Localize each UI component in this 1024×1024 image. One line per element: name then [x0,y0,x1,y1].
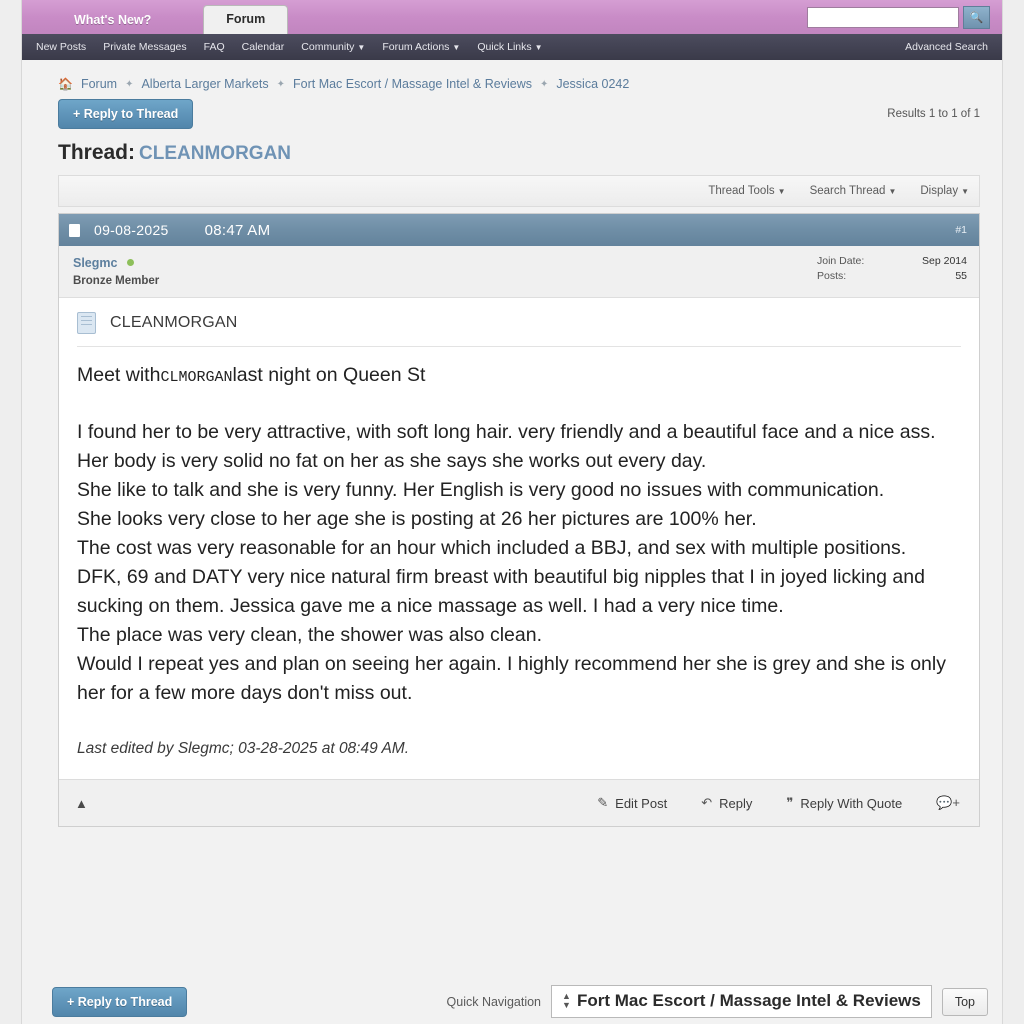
post-paragraph-3: She like to talk and she is very funny. Her English is very good no issues with communication. [77,479,885,501]
stat-join-date-value: Sep 2014 [922,255,967,267]
secondary-navbar [22,34,1002,60]
chevron-down-icon: ▼ [534,43,543,52]
top-button[interactable]: Top [942,988,988,1016]
post-footer [59,779,979,826]
nav-community-label: Community [301,41,355,53]
post-paragraph-8: Would I repeat yes and plan on seeing her again. I highly recommend her she is grey and she is only her for a few more days don't miss out. [77,653,946,704]
tab-forum[interactable]: Forum [203,5,288,34]
post-paragraph-5: The cost was very reasonable for an hour which included a BBJ, and sex with multiple positions. [77,537,907,559]
online-status-icon [127,259,134,266]
quote-icon: ❞ [786,795,794,810]
breadcrumb-item-fort-mac[interactable]: Fort Mac Escort / Massage Intel & Reviews [293,77,532,91]
multiquote-icon: 💬+ [936,795,960,810]
post-subject-row [77,312,961,347]
search-thread-label: Search Thread [809,185,886,197]
nav-new-posts-label: New Posts [36,41,87,53]
search-area [807,6,990,29]
post-paragraph-2: Her body is very solid no fat on her as she says she works out every day. [77,450,707,472]
post-number[interactable]: #1 [955,224,967,236]
reply-to-thread-button-bottom[interactable]: + Reply to Thread [52,987,187,1017]
intro-handle: CLMORGAN [160,369,233,386]
chevron-down-icon: ▼ [888,187,897,196]
author-block [73,254,159,287]
edit-post-button[interactable] [597,795,667,811]
nav-calendar-label: Calendar [241,41,285,53]
author-rank: Bronze Member [73,275,160,287]
thread-name: CLEANMORGAN [139,143,292,164]
reply-with-quote-button[interactable] [786,795,902,811]
reply-button[interactable] [701,795,752,811]
nav-faq[interactable] [204,41,225,53]
quick-navigation-value: Fort Mac Escort / Massage Intel & Reviews [576,991,921,1010]
thread-label: Thread: [58,141,136,164]
chevron-down-icon: ▼ [961,187,969,196]
intro-post: last night on Queen St [232,364,426,386]
search-icon: 🔍 [969,12,984,24]
post-time: 08:47 AM [204,221,271,239]
page-title [36,129,988,171]
post-container [58,213,980,827]
advanced-search-link[interactable]: Advanced Search [905,41,988,53]
nav-community[interactable] [301,41,365,53]
post-message [77,361,961,763]
breadcrumb-separator: ✦ [539,78,549,90]
quick-navigation-label: Quick Navigation [446,994,542,1009]
thread-tools-label: Thread Tools [708,185,775,197]
post-paragraph-7: The place was very clean, the shower was also clean. [77,624,542,646]
search-input[interactable] [807,7,959,28]
edit-post-label: Edit Post [615,795,668,811]
post-paragraph-4: She looks very close to her age she is posting at 26 her pictures are 100% her. [77,508,757,530]
nav-faq-label: FAQ [203,41,225,53]
nav-quick-links-label: Quick Links [477,41,532,53]
page-icon [77,312,96,334]
breadcrumb-item-alberta-larger-markets[interactable]: Alberta Larger Markets [141,77,269,91]
quick-navigation [447,985,988,1018]
stat-posts-label: Posts: [817,270,847,282]
breadcrumb-item-current: Jessica 0242 [556,77,630,91]
pencil-icon: ✎ [597,795,609,810]
thread-toolbar [58,175,980,207]
breadcrumb-separator: ✦ [125,78,134,90]
results-count: Results 1 to 1 of 1 [887,108,980,120]
nav-private-messages-label: Private Messages [103,41,187,53]
post-paragraph-intro [77,361,961,392]
last-edited-note: Last edited by Slegmc; 03-28-2025 at 08:49 AM. [77,740,410,757]
updown-arrows-icon: ▲ ▼ [562,991,571,1010]
post-footer-left [75,796,88,811]
nav-new-posts[interactable] [36,41,86,53]
nav-forum-actions-label: Forum Actions [382,41,450,53]
search-button[interactable] [963,6,990,29]
home-icon: 🏠 [58,77,73,91]
reply-to-thread-button-top[interactable]: + Reply to Thread [58,99,193,129]
reply-row-top [36,97,988,129]
nav-private-messages[interactable] [103,41,186,53]
search-thread-menu[interactable] [810,185,897,197]
nav-forum-actions[interactable] [382,41,460,53]
author-name-row [73,254,159,272]
multiquote-button[interactable] [936,795,967,811]
post-body [59,298,979,779]
stat-posts [817,269,967,284]
breadcrumb-item-forum[interactable]: Forum [80,77,118,91]
chevron-down-icon: ▼ [357,43,366,52]
breadcrumb-separator: ✦ [276,78,285,90]
breadcrumb [36,60,988,97]
reply-label: Reply [719,795,753,811]
top-navbar [22,0,1002,34]
stat-join-date-label: Join Date: [817,255,865,267]
post-icon [69,224,80,237]
nav-calendar[interactable] [242,41,285,53]
thread-tools-menu[interactable] [708,185,785,197]
post-paragraph-6: DFK, 69 and DATY very nice natural firm breast with beautiful big nipples that I in joyed licking and sucking on them. Jessica gave me a nice massage as well. I had a very nice time. [77,566,925,617]
warning-icon[interactable]: ▲ [75,795,88,811]
post-meta [59,246,979,298]
intro-pre: Meet with [77,364,161,386]
post-paragraph-1: I found her to be very attractive, with soft long hair. very friendly and a beautiful face and a nice ass. [77,421,936,443]
post-header [59,214,979,246]
quick-navigation-select[interactable] [551,985,932,1018]
stat-join-date [817,254,967,269]
page-content [22,60,1002,1024]
reply-with-quote-label: Reply With Quote [800,795,903,811]
nav-quick-links[interactable] [477,41,542,53]
post-date: 09-08-2025 [94,222,169,238]
forum-page [22,0,1002,1024]
chevron-down-icon: ▼ [452,43,461,52]
author-name[interactable]: Slegmc [73,256,118,270]
chevron-down-icon: ▼ [777,187,786,196]
post-footer-actions [563,795,967,811]
author-stats [817,254,967,287]
tab-whats-new[interactable]: What's New? [74,13,152,27]
stat-posts-value: 55 [955,270,967,282]
reply-arrow-icon: ↶ [701,795,713,810]
bottom-bar [36,985,988,1018]
post-subject: CLEANMORGAN [110,314,238,331]
display-menu[interactable] [920,185,969,197]
display-label: Display [920,185,959,197]
